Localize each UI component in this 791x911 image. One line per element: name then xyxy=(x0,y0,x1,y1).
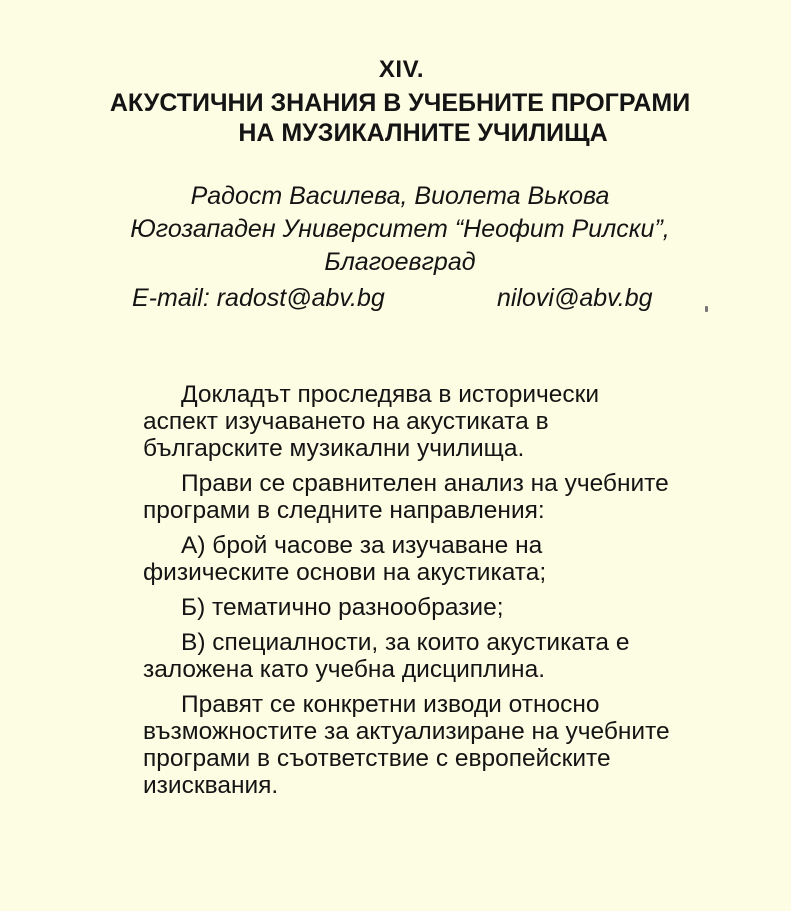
email-secondary: nilovi@abv.bg xyxy=(497,284,653,312)
email-primary: E-mail: radost@abv.bg xyxy=(132,284,385,312)
author-block xyxy=(60,180,740,279)
section-number: XIV. xyxy=(378,56,425,83)
abstract-line: В) специалности, за които акустиката е xyxy=(181,629,630,656)
abstract-paragraph-6 xyxy=(143,691,763,799)
email-line xyxy=(132,284,653,313)
abstract-line: аспект изучаването на акустиката в xyxy=(143,408,549,435)
title-line-1: АКУСТИЧНИ ЗНАНИЯ В УЧЕБНИТЕ ПРОГРАМИ xyxy=(109,89,691,117)
paper-title xyxy=(70,88,730,148)
abstract-line: физическите основи на акустиката; xyxy=(143,559,547,586)
abstract-paragraph-5 xyxy=(143,629,763,683)
abstract-line: заложена като учебна дисциплина. xyxy=(143,656,546,683)
author-names: Радост Василева, Виолета Вькова xyxy=(190,182,610,210)
abstract-line: програми в съответствие с европейските xyxy=(143,745,611,772)
abstract-paragraph-2 xyxy=(143,470,763,524)
abstract-line: А) брой часове за изучаване на xyxy=(181,532,543,559)
scan-speck xyxy=(705,306,708,312)
abstract-line: изисквания. xyxy=(143,772,279,799)
abstract-paragraph-4 xyxy=(143,594,763,621)
abstract-line: българските музикални училища. xyxy=(143,435,525,462)
abstract-line: Б) тематично разнообразие; xyxy=(181,594,504,621)
affiliation-line-1: Югозападен Университет “Неофит Рилски”, xyxy=(130,215,670,243)
abstract-line: Прави се сравнителен анализ на учебните xyxy=(181,470,669,497)
affiliation-line-2: Благоевград xyxy=(324,248,476,276)
abstract-line: възможностите за актуализиране на учебните xyxy=(143,718,670,745)
abstract-paragraph-3 xyxy=(143,532,763,586)
abstract-line: програми в следните направления: xyxy=(143,497,545,524)
abstract-line: Докладът проследява в исторически xyxy=(181,381,600,408)
abstract-paragraph-1 xyxy=(143,381,763,462)
title-line-2: НА МУЗИКАЛНИТЕ УЧИЛИЩА xyxy=(238,119,608,147)
abstract-line: Правят се конкретни изводи относно xyxy=(181,691,600,718)
abstract xyxy=(143,381,763,807)
